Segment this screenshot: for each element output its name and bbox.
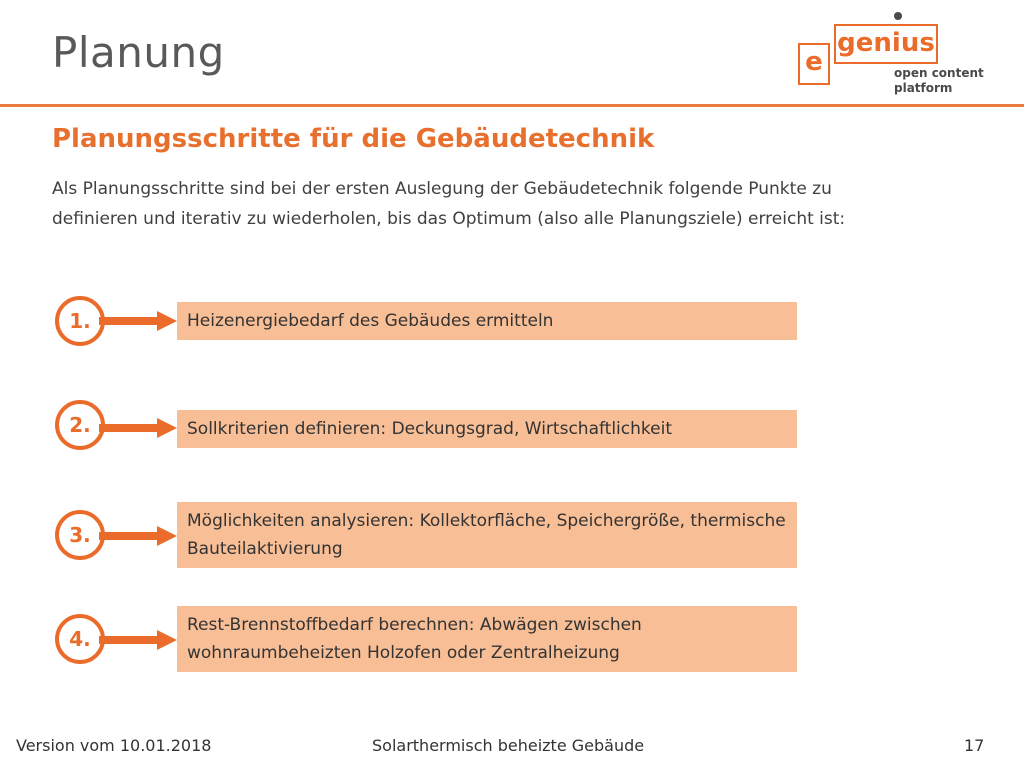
step-number-circle: 4.	[55, 614, 105, 664]
step-description: Sollkriterien definieren: Deckungsgrad, Wirtschaftlichkeit	[177, 410, 797, 448]
egenius-logo	[798, 12, 998, 102]
slide-title: Planung	[52, 28, 225, 77]
step-2	[55, 400, 805, 470]
logo-tagline-line2: platform	[894, 81, 953, 95]
footer-topic: Solarthermisch beheizte Gebäude	[372, 736, 645, 755]
step-1	[55, 296, 805, 366]
step-3	[55, 502, 805, 572]
step-description: Heizenergiebedarf des Gebäudes ermitteln	[177, 302, 797, 340]
footer-version: Version vom 10.01.2018	[16, 736, 212, 755]
arrow-right-icon	[99, 311, 179, 331]
footer-page-number: 17	[964, 736, 985, 755]
step-number-circle: 1.	[55, 296, 105, 346]
logo-tagline	[894, 66, 994, 96]
section-subtitle: Planungsschritte für die Gebäudetechnik	[52, 124, 655, 154]
title-divider	[0, 104, 1024, 107]
step-number-circle: 3.	[55, 510, 105, 560]
logo-tagline-line1: open content	[894, 66, 984, 80]
arrow-right-icon	[99, 418, 179, 438]
intro-paragraph: Als Planungsschritte sind bei der ersten Auslegung der Gebäudetechnik folgende Punkte zu definieren und iterativ zu wiederholen, bis das Optimum (also alle Planungsziele) erreicht ist:	[52, 179, 846, 229]
step-number-circle: 2.	[55, 400, 105, 450]
step-description: Rest-Brennstoffbedarf berechnen: Abwägen zwischen wohnraumbeheizten Holzofen oder Zentralheizung	[177, 606, 797, 672]
step-description: Möglichkeiten analysieren: Kollektorfläche, Speichergröße, thermische Bauteilaktivierung	[177, 502, 797, 568]
step-4	[55, 606, 805, 676]
logo-dot	[894, 12, 902, 20]
arrow-right-icon	[99, 630, 179, 650]
arrow-right-icon	[99, 526, 179, 546]
logo-letter: e	[798, 43, 830, 85]
logo-wordmark: genius	[834, 24, 938, 64]
